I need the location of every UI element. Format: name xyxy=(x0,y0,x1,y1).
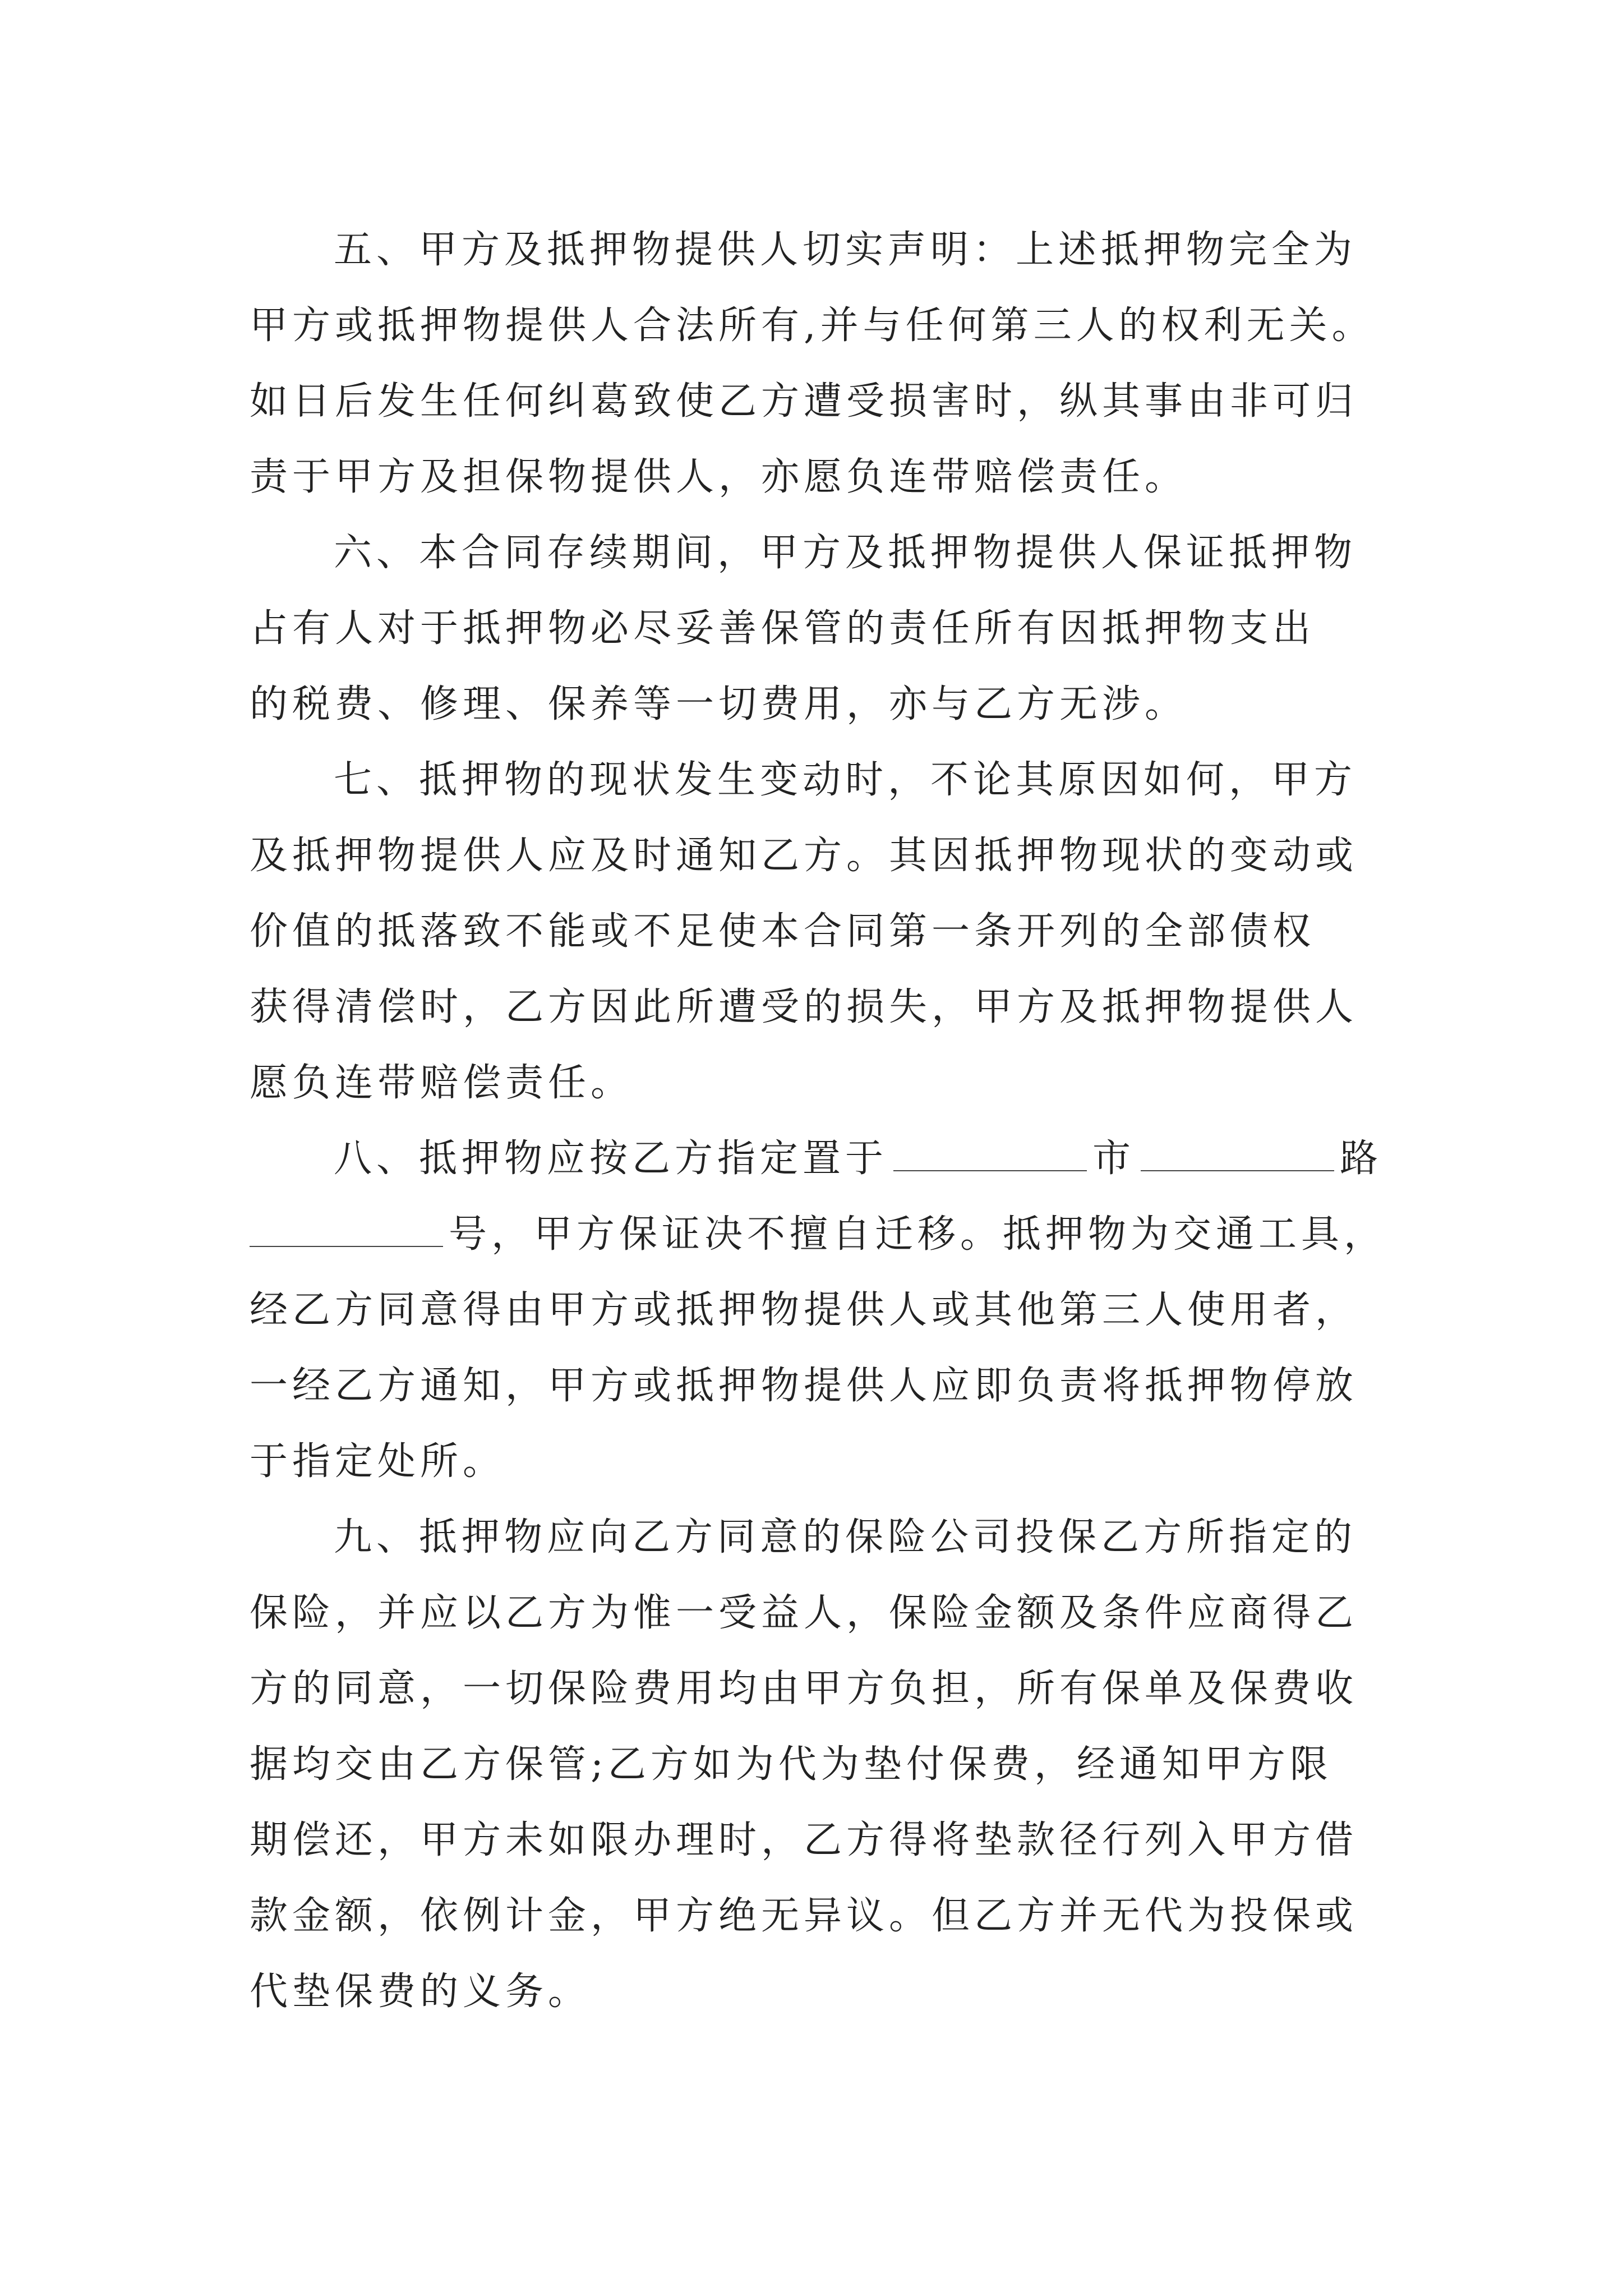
paragraph-line: 据均交由乙方保管;乙方如为代为垫付保费，经通知甲方限 xyxy=(250,1742,1332,1787)
paragraph-line: 保险，并应以乙方为惟一受益人，保险金额及条件应商得乙 xyxy=(250,1591,1358,1635)
paragraph-line: 价值的抵落致不能或不足使本合同第一条开列的全部债权 xyxy=(250,909,1316,954)
paragraph-line xyxy=(250,1197,1427,1272)
city-blank-field[interactable] xyxy=(893,1137,1087,1171)
clause-6 xyxy=(250,515,1427,742)
paragraph-line: 责于甲方及担保物提供人，亦愿负连带赔偿责任。 xyxy=(250,455,1188,499)
clause-8-text-a: 八、抵押物应按乙方指定置于 xyxy=(334,1137,888,1181)
paragraph-line: 代垫保费的义务。 xyxy=(250,1970,591,2014)
paragraph-line: 期偿还，甲方未如限办理时，乙方得将垫款径行列入甲方借 xyxy=(250,1818,1358,1862)
paragraph-line: 五、甲方及抵押物提供人切实声明：上述抵押物完全为 xyxy=(334,228,1357,272)
paragraph-line: 愿负连带赔偿责任。 xyxy=(250,1061,634,1105)
road-blank-field[interactable] xyxy=(1141,1137,1334,1171)
paragraph-line: 六、本合同存续期间，甲方及抵押物提供人保证抵押物 xyxy=(334,531,1357,575)
clause-9 xyxy=(250,1499,1427,2030)
paragraph-line: 及抵押物提供人应及时通知乙方。其因抵押物现状的变动或 xyxy=(250,834,1358,878)
paragraph-line: 方的同意，一切保险费用均由甲方负担，所有保单及保费收 xyxy=(250,1667,1358,1711)
clause-8-text-d: 号，甲方保证决不擅自迁移。抵押物为交通工具， xyxy=(449,1212,1387,1257)
number-blank-field[interactable] xyxy=(250,1212,443,1247)
paragraph-line: 获得清偿时，乙方因此所遭受的损失，甲方及抵押物提供人 xyxy=(250,985,1358,1029)
paragraph-line: 七、抵押物的现状发生变动时，不论其原因如何，甲方 xyxy=(334,758,1357,802)
paragraph-line: 于指定处所。 xyxy=(250,1439,506,1484)
clause-7 xyxy=(250,742,1427,1121)
paragraph-line: 一经乙方通知，甲方或抵押物提供人应即负责将抵押物停放 xyxy=(250,1364,1358,1408)
paragraph-line: 甲方或抵押物提供人合法所有,并与任何第三人的权利无关。 xyxy=(250,303,1375,348)
paragraph-line xyxy=(250,1121,1427,1197)
paragraph-line: 经乙方同意得由甲方或抵押物提供人或其他第三人使用者， xyxy=(250,1288,1358,1332)
paragraph-line: 占有人对于抵押物必尽妥善保管的责任所有因抵押物支出 xyxy=(250,606,1316,651)
contract-body xyxy=(250,212,1427,2030)
paragraph-line: 如日后发生任何纠葛致使乙方遭受损害时，纵其事由非可归 xyxy=(250,379,1358,424)
clause-8-text-c: 路 xyxy=(1340,1137,1383,1181)
paragraph-line: 的税费、修理、保养等一切费用，亦与乙方无涉。 xyxy=(250,682,1188,726)
paragraph-line: 款金额，依例计金，甲方绝无异议。但乙方并无代为投保或 xyxy=(250,1894,1358,1938)
clause-5 xyxy=(250,212,1427,515)
paragraph-line: 九、抵押物应向乙方同意的保险公司投保乙方所指定的 xyxy=(334,1515,1357,1559)
clause-8-text-b: 市 xyxy=(1092,1137,1136,1181)
clause-8 xyxy=(250,1121,1427,1499)
